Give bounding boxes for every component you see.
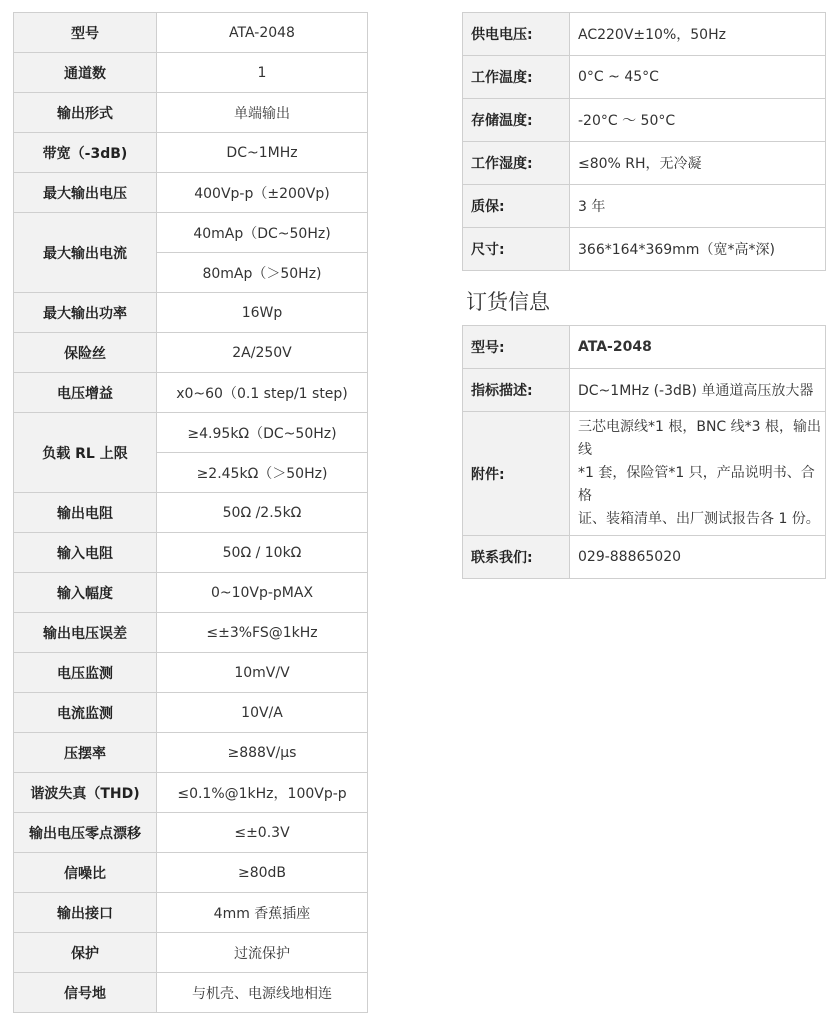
env-label: 工作湿度: <box>463 142 570 185</box>
spec-value: x0~60（0.1 step/1 step) <box>157 373 368 413</box>
spec-value: ≤±0.3V <box>157 813 368 853</box>
spec-value: DC~1MHz <box>157 133 368 173</box>
table-row <box>14 813 368 853</box>
table-row <box>14 13 368 53</box>
order-info-title: 订货信息 <box>466 290 550 314</box>
env-value: -20°C ～ 50°C <box>570 99 826 142</box>
accessories-line: 三芯电源线*1 根，BNC 线*3 根，输出线 <box>578 419 822 458</box>
spec-value: 2A/250V <box>157 333 368 373</box>
table-row <box>14 933 368 973</box>
spec-value: 10V/A <box>157 693 368 733</box>
table-row <box>463 228 826 271</box>
spec-label: 电压监测 <box>14 653 157 693</box>
spec-label: 谐波失真（THD) <box>14 773 157 813</box>
table-row <box>463 13 826 56</box>
table-row <box>14 533 368 573</box>
env-table <box>462 12 826 271</box>
spec-label: 最大输出电流 <box>14 213 157 293</box>
env-label: 供电电压: <box>463 13 570 56</box>
spec-value: 过流保护 <box>157 933 368 973</box>
spec-label: 负载 RL 上限 <box>14 413 157 493</box>
spec-value: 80mAp（＞50Hz) <box>157 253 368 293</box>
spec-value: 40mAp（DC~50Hz) <box>157 213 368 253</box>
table-row <box>14 693 368 733</box>
spec-label: 输出形式 <box>14 93 157 133</box>
table-row <box>14 93 368 133</box>
spec-value: ≤±3%FS@1kHz <box>157 613 368 653</box>
order-label: 指标描述: <box>463 369 570 412</box>
spec-label: 输出电压误差 <box>14 613 157 653</box>
table-row <box>14 613 368 653</box>
spec-label: 输出接口 <box>14 893 157 933</box>
table-row <box>14 373 368 413</box>
table-row <box>14 733 368 773</box>
accessories-value <box>570 412 826 536</box>
spec-value: 1 <box>157 53 368 93</box>
table-row <box>463 56 826 99</box>
spec-label: 通道数 <box>14 53 157 93</box>
env-label: 工作温度: <box>463 56 570 99</box>
spec-label: 保护 <box>14 933 157 973</box>
table-row <box>14 53 368 93</box>
spec-label: 输出电阻 <box>14 493 157 533</box>
spec-label: 输入幅度 <box>14 573 157 613</box>
spec-label: 保险丝 <box>14 333 157 373</box>
spec-value: 0~10Vp-pMAX <box>157 573 368 613</box>
spec-value: ≥2.45kΩ（＞50Hz) <box>157 453 368 493</box>
spec-label: 信号地 <box>14 973 157 1013</box>
table-row <box>14 333 368 373</box>
table-row <box>14 293 368 333</box>
table-row <box>14 133 368 173</box>
table-row <box>463 142 826 185</box>
table-row <box>14 173 368 213</box>
table-row <box>463 536 826 579</box>
env-value: 366*164*369mm（宽*高*深) <box>570 228 826 271</box>
accessories-line: 证、装箱清单、出厂测试报告各 1 份。 <box>578 511 820 527</box>
spec-value: 单端输出 <box>157 93 368 133</box>
env-value: 3 年 <box>570 185 826 228</box>
spec-value: ≥4.95kΩ（DC~50Hz) <box>157 413 368 453</box>
order-label: 联系我们: <box>463 536 570 579</box>
table-row <box>14 853 368 893</box>
spec-label: 最大输出功率 <box>14 293 157 333</box>
spec-label: 输入电阻 <box>14 533 157 573</box>
table-row <box>463 369 826 412</box>
table-row <box>14 973 368 1013</box>
spec-value: 400Vp-p（±200Vp) <box>157 173 368 213</box>
table-row <box>463 185 826 228</box>
table-row <box>463 99 826 142</box>
table-row <box>463 326 826 369</box>
spec-value: 16Wp <box>157 293 368 333</box>
accessories-line: *1 套，保险管*1 只，产品说明书、合格 <box>578 465 815 504</box>
spec-value: 50Ω /2.5kΩ <box>157 493 368 533</box>
spec-label: 电压增益 <box>14 373 157 413</box>
order-value: DC~1MHz (-3dB) 单通道高压放大器 <box>570 369 826 412</box>
spec-value: ≤0.1%@1kHz，100Vp-p <box>157 773 368 813</box>
spec-value: 10mV/V <box>157 653 368 693</box>
env-label: 存储温度: <box>463 99 570 142</box>
spec-label: 输出电压零点漂移 <box>14 813 157 853</box>
table-row <box>14 213 368 253</box>
spec-value: 与机壳、电源线地相连 <box>157 973 368 1013</box>
env-value: ≤80% RH，无冷凝 <box>570 142 826 185</box>
order-value: ATA-2048 <box>570 326 826 369</box>
spec-label: 压摆率 <box>14 733 157 773</box>
order-value: 029-88865020 <box>570 536 826 579</box>
table-row <box>14 493 368 533</box>
spec-label: 最大输出电压 <box>14 173 157 213</box>
table-row <box>14 653 368 693</box>
spec-label: 电流监测 <box>14 693 157 733</box>
order-label: 型号: <box>463 326 570 369</box>
env-value: AC220V±10%，50Hz <box>570 13 826 56</box>
env-label: 质保: <box>463 185 570 228</box>
table-row <box>14 773 368 813</box>
table-row <box>14 893 368 933</box>
table-row <box>14 413 368 453</box>
order-label: 附件: <box>463 412 570 536</box>
spec-label: 型号 <box>14 13 157 53</box>
table-row <box>463 412 826 536</box>
table-row <box>14 573 368 613</box>
env-label: 尺寸: <box>463 228 570 271</box>
spec-value: 4mm 香蕉插座 <box>157 893 368 933</box>
spec-table <box>13 12 368 1013</box>
spec-label: 信噪比 <box>14 853 157 893</box>
spec-value: ≥80dB <box>157 853 368 893</box>
spec-value: ATA-2048 <box>157 13 368 53</box>
order-table <box>462 325 826 579</box>
spec-value: 50Ω / 10kΩ <box>157 533 368 573</box>
spec-value: ≥888V/μs <box>157 733 368 773</box>
spec-label: 带宽（-3dB) <box>14 133 157 173</box>
env-value: 0°C ~ 45°C <box>570 56 826 99</box>
